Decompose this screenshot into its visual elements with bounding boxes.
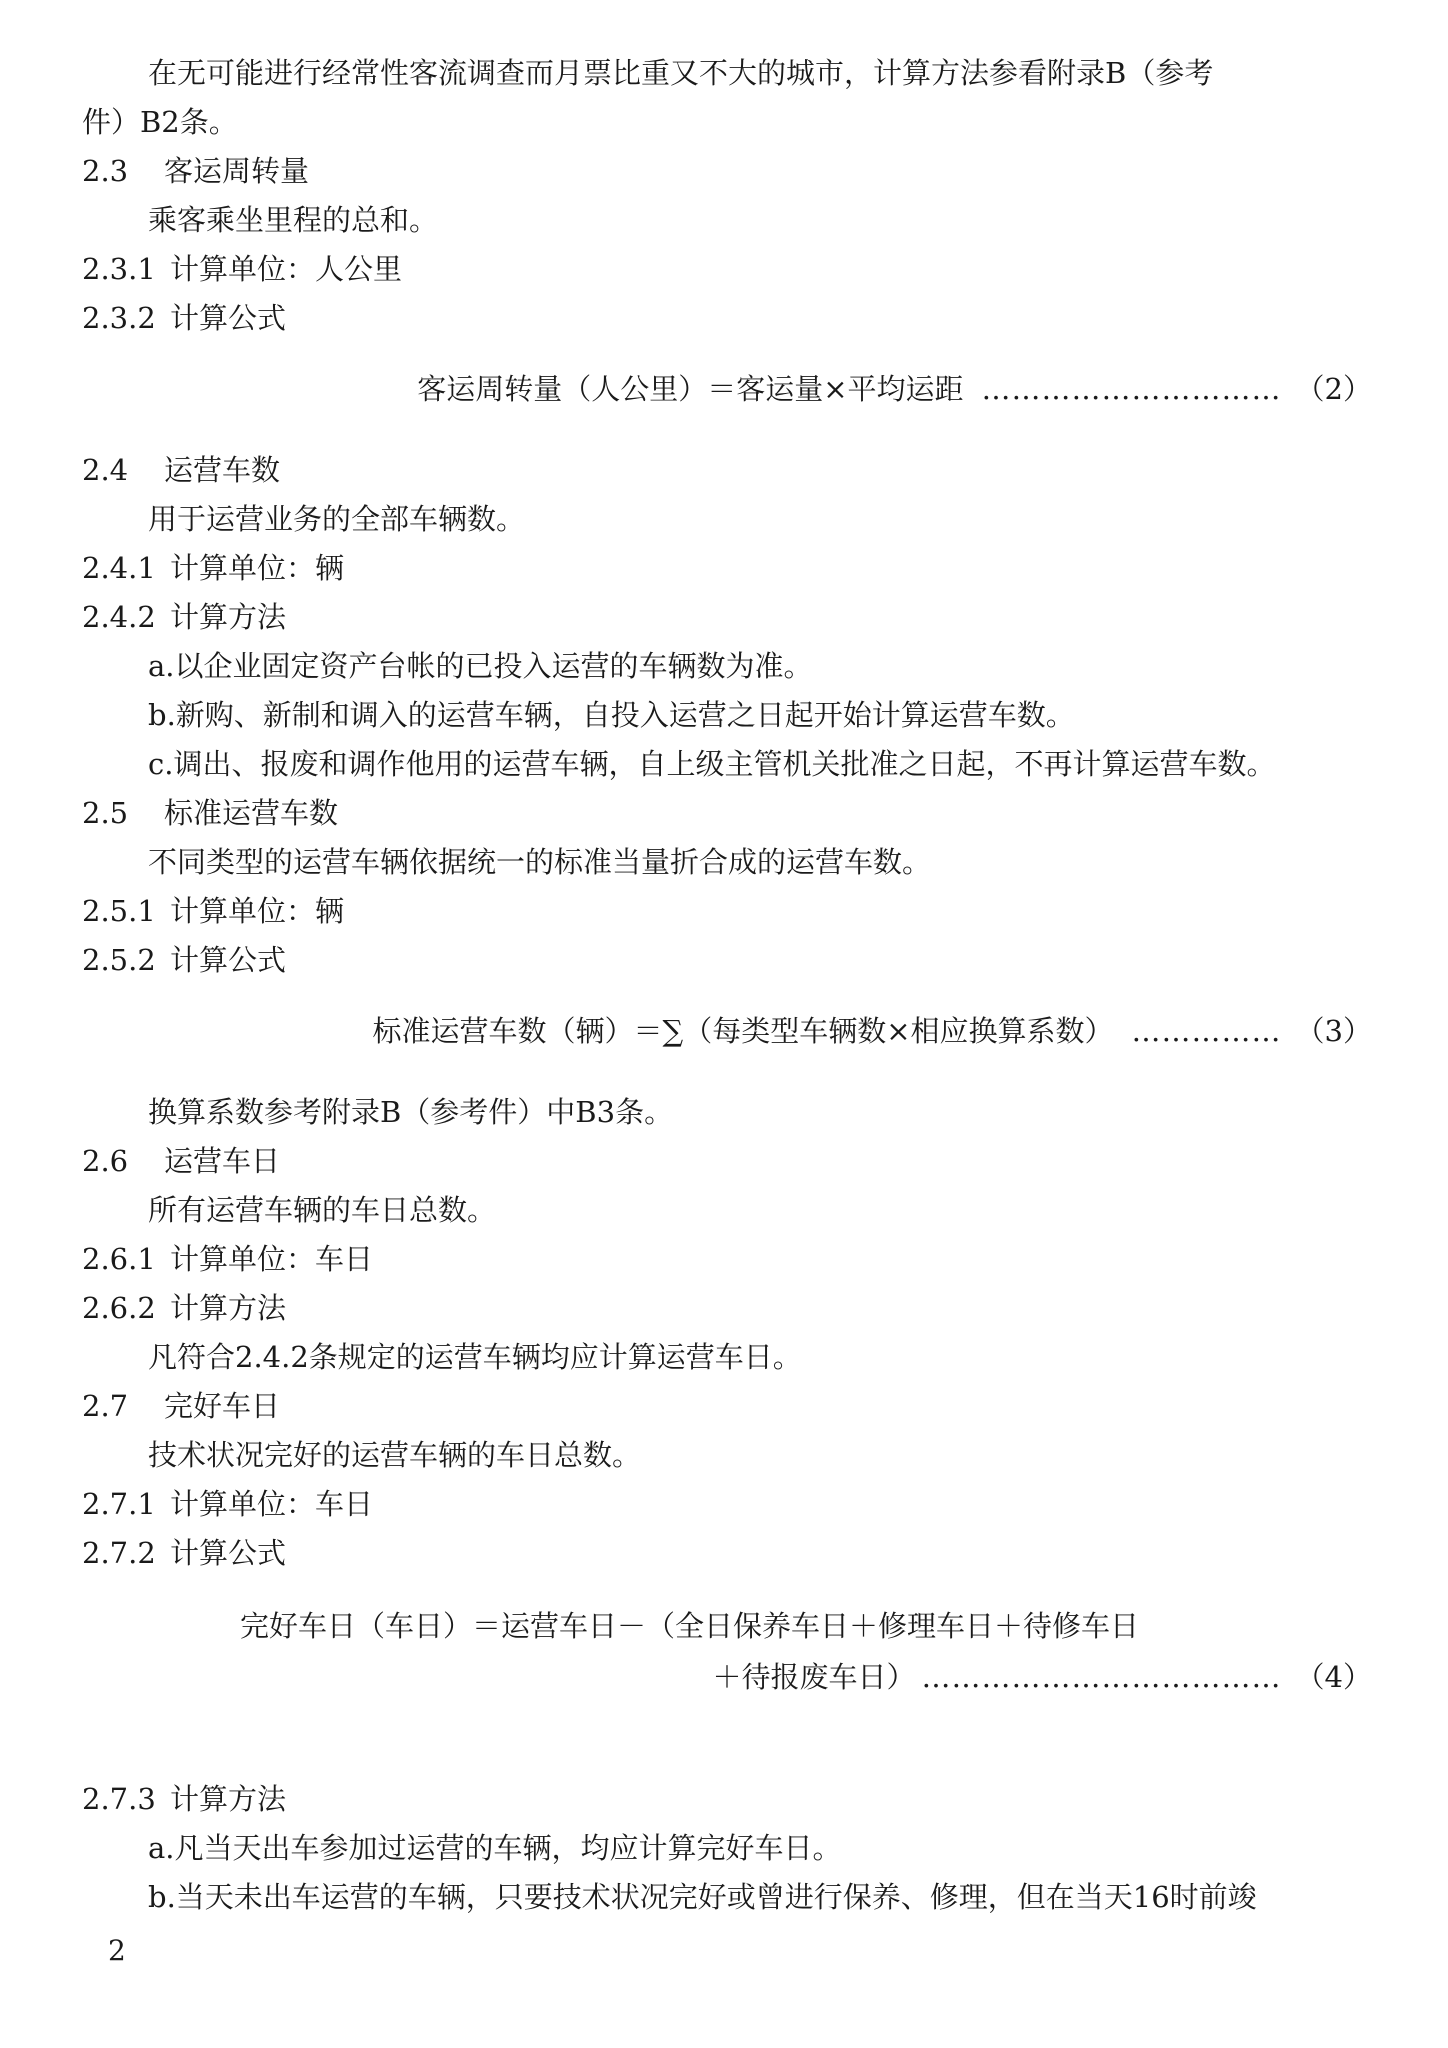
section-text: 计算方法 [170,600,287,634]
section-2-6-heading [82,1143,280,1179]
section-number: 2.5.1 [82,894,156,928]
section-2-4-heading [82,452,280,488]
list-item-b: b.新购、新制和调入的运营车辆，自投入运营之日起开始计算运营车数。 [148,698,1075,732]
section-text: 计算单位：人公里 [170,252,403,286]
section-number: 2.7 [82,1389,129,1423]
equation-2-number: （2） [1295,372,1372,406]
section-number: 2.4.2 [82,600,156,634]
section-text: 计算方法 [170,1782,287,1816]
section-number: 2.6.1 [82,1242,156,1276]
section-text: 计算单位：辆 [170,894,345,928]
section-2-5-definition: 不同类型的运营车辆依据统一的标准当量折合成的运营车数。 [148,845,932,879]
list-item-c: c.调出、报废和调作他用的运营车辆，自上级主管机关批准之日起，不再计算运营车数。 [148,747,1276,781]
section-number: 2.3.2 [82,301,156,335]
equation-3-leader-dots: …………… [1131,1014,1282,1048]
list-item-b: b.当天未出车运营的车辆，只要技术状况完好或曾进行保养、修理，但在当天16时前竣 [148,1880,1257,1914]
section-2-7-2 [82,1535,286,1571]
section-number: 2.3.1 [82,252,156,286]
section-2-6-definition: 所有运营车辆的车日总数。 [148,1193,497,1227]
section-2-7-1 [82,1486,373,1522]
equation-4-line-2 [0,1659,1372,1695]
section-text: 计算公式 [170,943,287,977]
equation-4-line-1: 完好车日（车日）＝运营车日－（全日保养车日＋修理车日＋待修车日 [240,1609,1140,1643]
section-number: 2.4.1 [82,551,156,585]
section-2-7-3 [82,1781,286,1817]
section-2-5-2 [82,942,286,978]
section-2-4-definition: 用于运营业务的全部车辆数。 [148,502,526,536]
section-2-3-1 [82,251,402,287]
section-text: 计算单位：车日 [170,1242,374,1276]
section-text: 计算公式 [170,301,287,335]
list-item-a: a.以企业固定资产台帐的已投入运营的车辆数为准。 [148,649,813,683]
section-2-4-2 [82,599,286,635]
section-number: 2.7.2 [82,1536,156,1570]
section-number: 2.6 [82,1144,129,1178]
section-number: 2.7.1 [82,1487,156,1521]
section-title: 运营车日 [164,1144,281,1178]
section-title: 运营车数 [164,453,281,487]
section-text: 计算方法 [170,1291,287,1325]
section-2-5-1 [82,893,344,929]
equation-3-body: 标准运营车数（辆）＝∑（每类型车辆数×相应换算系数） [372,1014,1114,1048]
equation-4-leader-dots: ……………………………… [921,1660,1282,1694]
section-number: 2.4 [82,453,129,487]
paragraph-line-2: 件）B2条。 [82,105,238,139]
section-number: 2.3 [82,154,129,188]
section-text: 计算单位：辆 [170,551,345,585]
section-title: 完好车日 [164,1389,281,1423]
section-text: 计算单位：车日 [170,1487,374,1521]
equation-4-number: （4） [1295,1660,1372,1694]
section-2-7-definition: 技术状况完好的运营车辆的车日总数。 [148,1438,642,1472]
section-title: 客运周转量 [164,154,310,188]
section-number: 2.5.2 [82,943,156,977]
equation-3-number: （3） [1295,1014,1372,1048]
section-title: 标准运营车数 [164,796,339,830]
section-2-7-heading [82,1388,280,1424]
section-2-6-2-body: 凡符合2.4.2条规定的运营车辆均应计算运营车日。 [148,1340,802,1374]
section-number: 2.7.3 [82,1782,156,1816]
list-item-a: a.凡当天出车参加过运营的车辆，均应计算完好车日。 [148,1831,842,1865]
section-2-3-definition: 乘客乘坐里程的总和。 [148,203,439,237]
section-number: 2.5 [82,796,129,830]
section-2-6-1 [82,1241,373,1277]
section-2-6-2 [82,1290,286,1326]
equation-3 [0,1013,1372,1049]
section-2-3-heading [82,153,309,189]
equation-2-body: 客运周转量（人公里）＝客运量×平均运距 [417,372,964,406]
section-2-4-1 [82,550,344,586]
section-2-5-heading [82,795,338,831]
section-2-5-note: 换算系数参考附录B（参考件）中B3条。 [148,1095,674,1129]
equation-2-leader-dots: ………………………… [981,372,1282,406]
equation-4-body: ＋待报废车日） [712,1660,916,1694]
section-number: 2.6.2 [82,1291,156,1325]
paragraph-line-1: 在无可能进行经常性客流调查而月票比重又不大的城市，计算方法参看附录B（参考 [148,56,1214,90]
page-number: 2 [108,1934,126,1967]
equation-2 [0,371,1372,407]
section-2-3-2 [82,300,286,336]
section-text: 计算公式 [170,1536,287,1570]
